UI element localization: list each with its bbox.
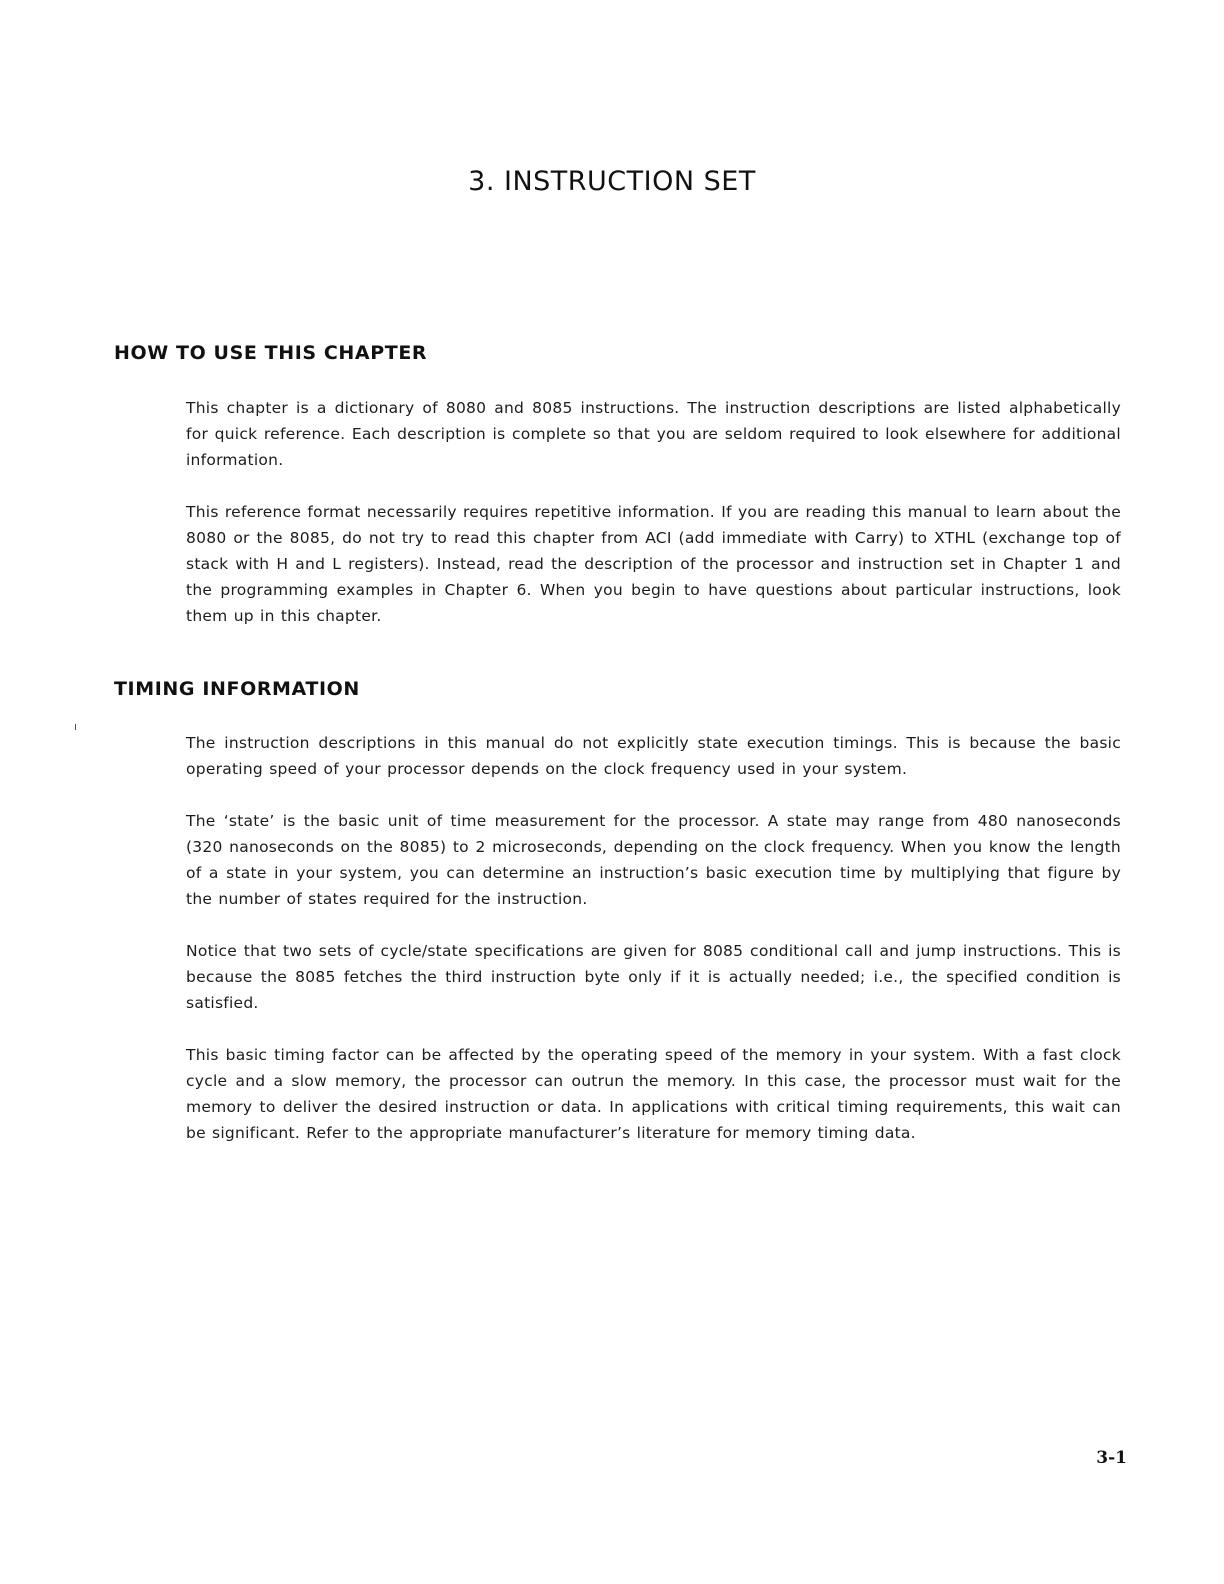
scan-artifact-mark	[75, 724, 76, 730]
section-heading-how-to-use: HOW TO USE THIS CHAPTER	[114, 342, 428, 364]
section-body-timing	[186, 730, 1121, 1172]
chapter-title: 3. INSTRUCTION SET	[468, 166, 756, 197]
paragraph-cycle-state-specs: Notice that two sets of cycle/state specifications are given for 8085 conditional call and jump instructions. This is because the 8085 fetches the third instruction byte only if it is actually needed; i.e., the specified condition is satisfied.	[186, 942, 1121, 1012]
paragraph-state-definition: The ‘state’ is the basic unit of time measurement for the processor. A state may range from 480 nanoseconds (320 nanoseconds on the 8085) to 2 microseconds, depending on the clock frequency. When you know the length of a state in your system, you can determine an instruction’s basic execution time by multiplying that figure by the number of states required for the instruction.	[186, 812, 1121, 908]
page-number: 3-1	[1096, 1448, 1127, 1468]
section-heading-timing: TIMING INFORMATION	[114, 678, 360, 700]
section-body-how-to-use	[186, 395, 1121, 655]
paragraph-reference-format: This reference format necessarily requires repetitive information. If you are reading this manual to learn about the 8080 or the 8085, do not try to read this chapter from ACI (add immediate with Carry) to XTHL (exchange top of stack with H and L registers). Instead, read the description of the processor and instruction set in Chapter 1 and the programming examples in Chapter 6. When you begin to have questions about particular instructions, look them up in this chapter.	[186, 503, 1121, 625]
paragraph-memory-speed: This basic timing factor can be affected by the operating speed of the memory in your system. With a fast clock cycle and a slow memory, the processor can outrun the memory. In this case, the processor must wait for the memory to deliver the desired instruction or data. In applications with critical timing requirements, this wait can be significant. Refer to the appropriate manufacturer’s literature for memory timing data.	[186, 1046, 1121, 1142]
paragraph-dictionary-intro: This chapter is a dictionary of 8080 and 8085 instructions. The instruction descriptions are listed alphabetically for quick reference. Each description is complete so that you are seldom required to look elsewhere for additional information.	[186, 399, 1121, 469]
paragraph-timing-intro: The instruction descriptions in this manual do not explicitly state execution timings. This is because the basic operating speed of your processor depends on the clock frequency used in your system.	[186, 734, 1121, 778]
